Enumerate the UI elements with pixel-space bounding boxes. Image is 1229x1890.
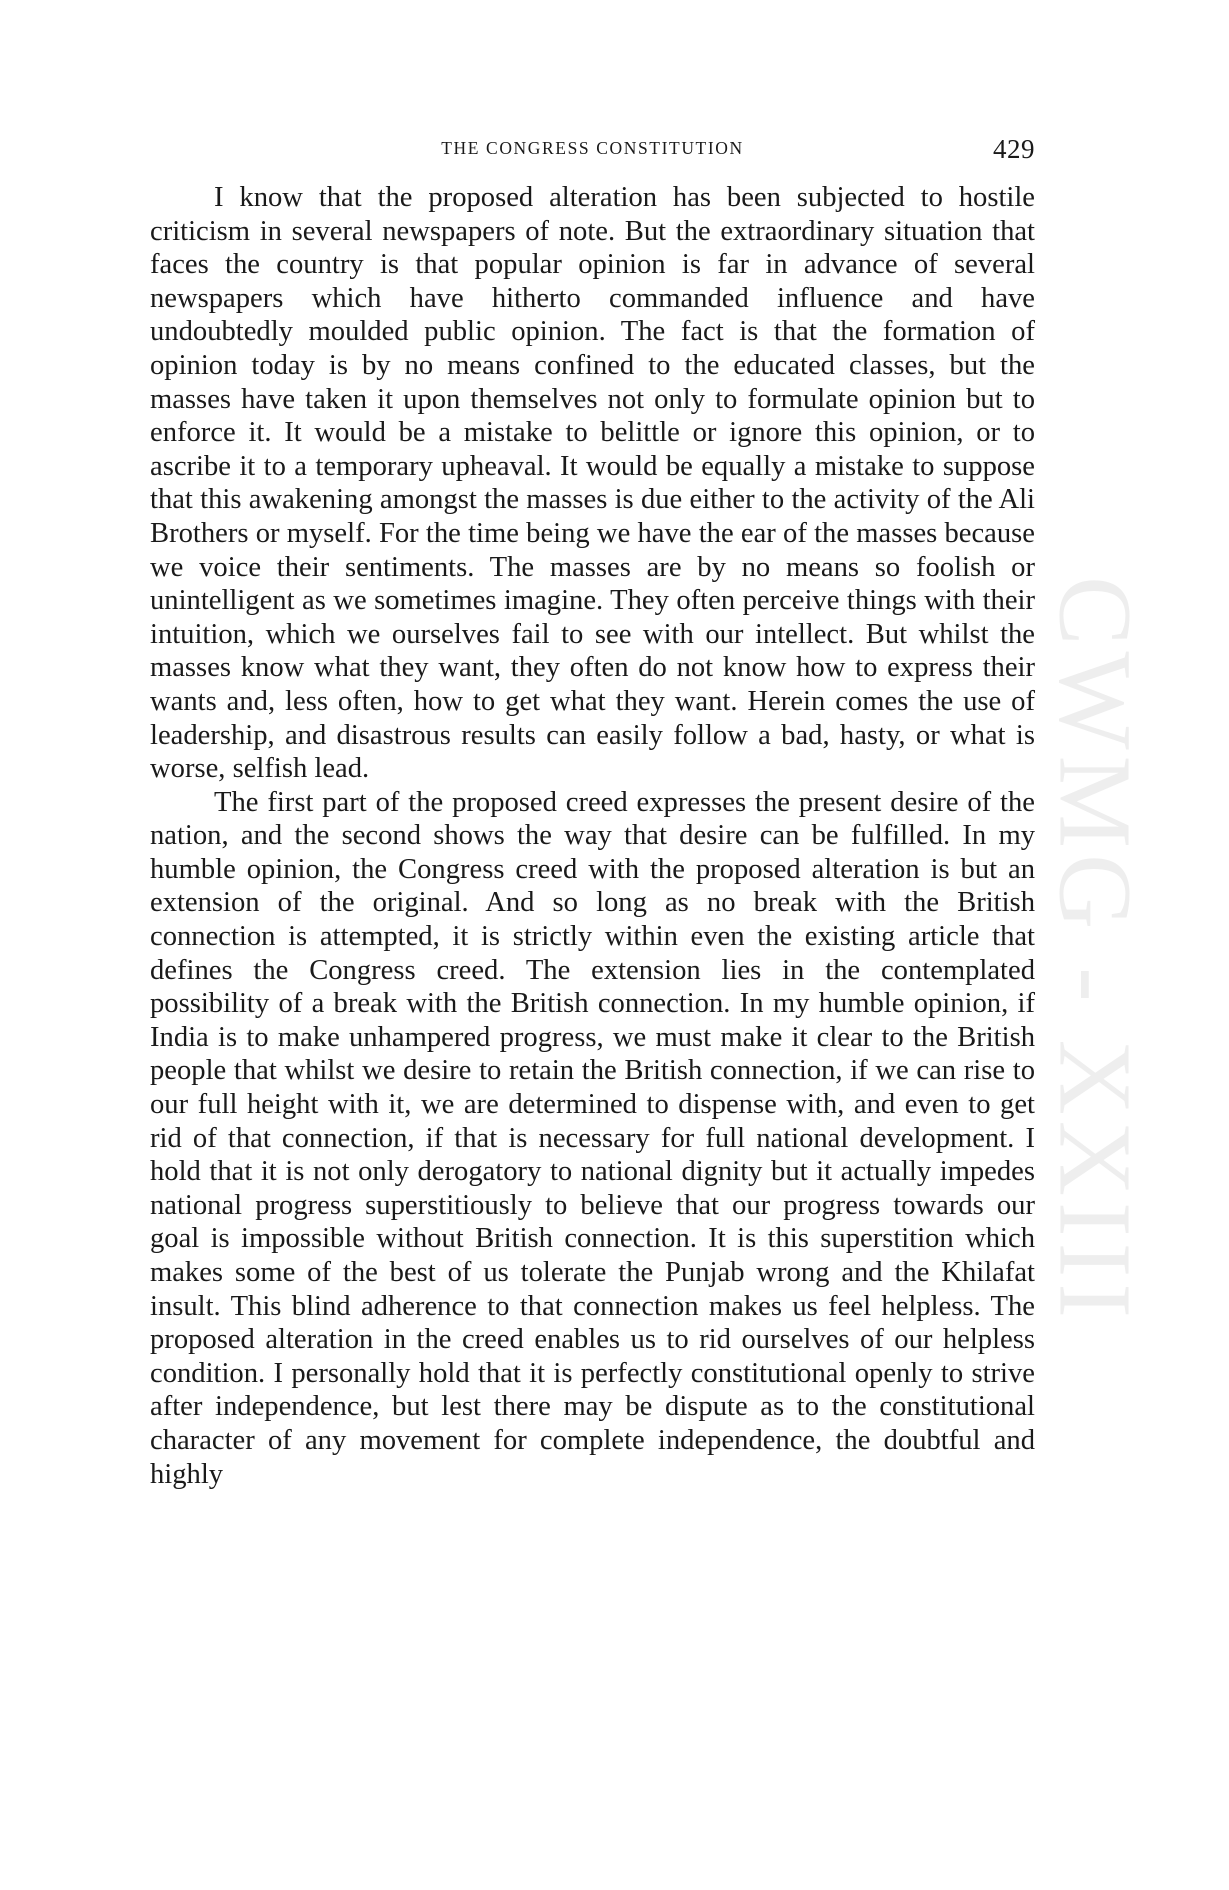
body-text: [150, 181, 1035, 1491]
paragraph-1: I know that the proposed alteration has been subjected to hostile criticism in several newspapers of note. But the extraordinary situation that faces the country is that popular opinion is far in advance of several newspapers which have hitherto commanded influence and have undoubtedly moulded public opinion. The fact is that the formation of opinion today is by no means confined to the educated classes, but the masses have taken it upon themselves not only to formulate opinion but to enforce it. It would be a mistake to belittle or ignore this opinion, or to ascribe it to a temporary upheaval. It would be equally a mistake to suppose that this awakening amongst the masses is due either to the activity of the Ali Brothers or myself. For the time being we have the ear of the masses because we voice their sentiments. The masses are by no means so foolish or unintelligent as we sometimes imagine. They often perceive things with their intuition, which we ourselves fail to see with our intellect. But whilst the masses know what they want, they often do not know how to express their wants and, less often, how to get what they want. Herein comes the use of leadership, and disastrous results can easily follow a bad, hasty, or what is worse, selfish lead.: [150, 182, 1035, 785]
watermark-text: CWMG - XXIII: [1037, 576, 1153, 1324]
paragraph-2: The first part of the proposed creed expresses the present desire of the nation, and the second shows the way that desire can be fulfilled. In my humble opinion, the Congress creed with the proposed alteration is but an extension of the original. And so long as no break with the British connection is attempted, it is strictly within even the existing article that defines the Congress creed. The extension lies in the contemplated possibility of a break with the British connection. In my humble opinion, if India is to make unhampered progress, we must make it clear to the British people that whilst we desire to retain the British connection, if we can rise to our full height with it, we are determined to dispense with, and even to get rid of that connection, if that is necessary for full national development. I hold that it is not only derogatory to national dignity but it actually impedes national progress superstitiously to believe that our progress towards our goal is impossible without British connection. It is this superstition which makes some of the best of us tolerate the Punjab wrong and the Khilafat insult. This blind adherence to that connection makes us feel helpless. The proposed alteration in the creed enables us to rid ourselves of our helpless condition. I personally hold that it is perfectly constitutional openly to strive after independence, but lest there may be dispute as to the constitutional character of any movement for complete independence, the doubtful and highly: [150, 786, 1035, 1490]
page-number: 429: [993, 134, 1035, 164]
watermark: [1030, 445, 1160, 1455]
running-head: THE CONGRESS CONSTITUTION: [441, 138, 744, 158]
page-header: [150, 134, 1035, 166]
